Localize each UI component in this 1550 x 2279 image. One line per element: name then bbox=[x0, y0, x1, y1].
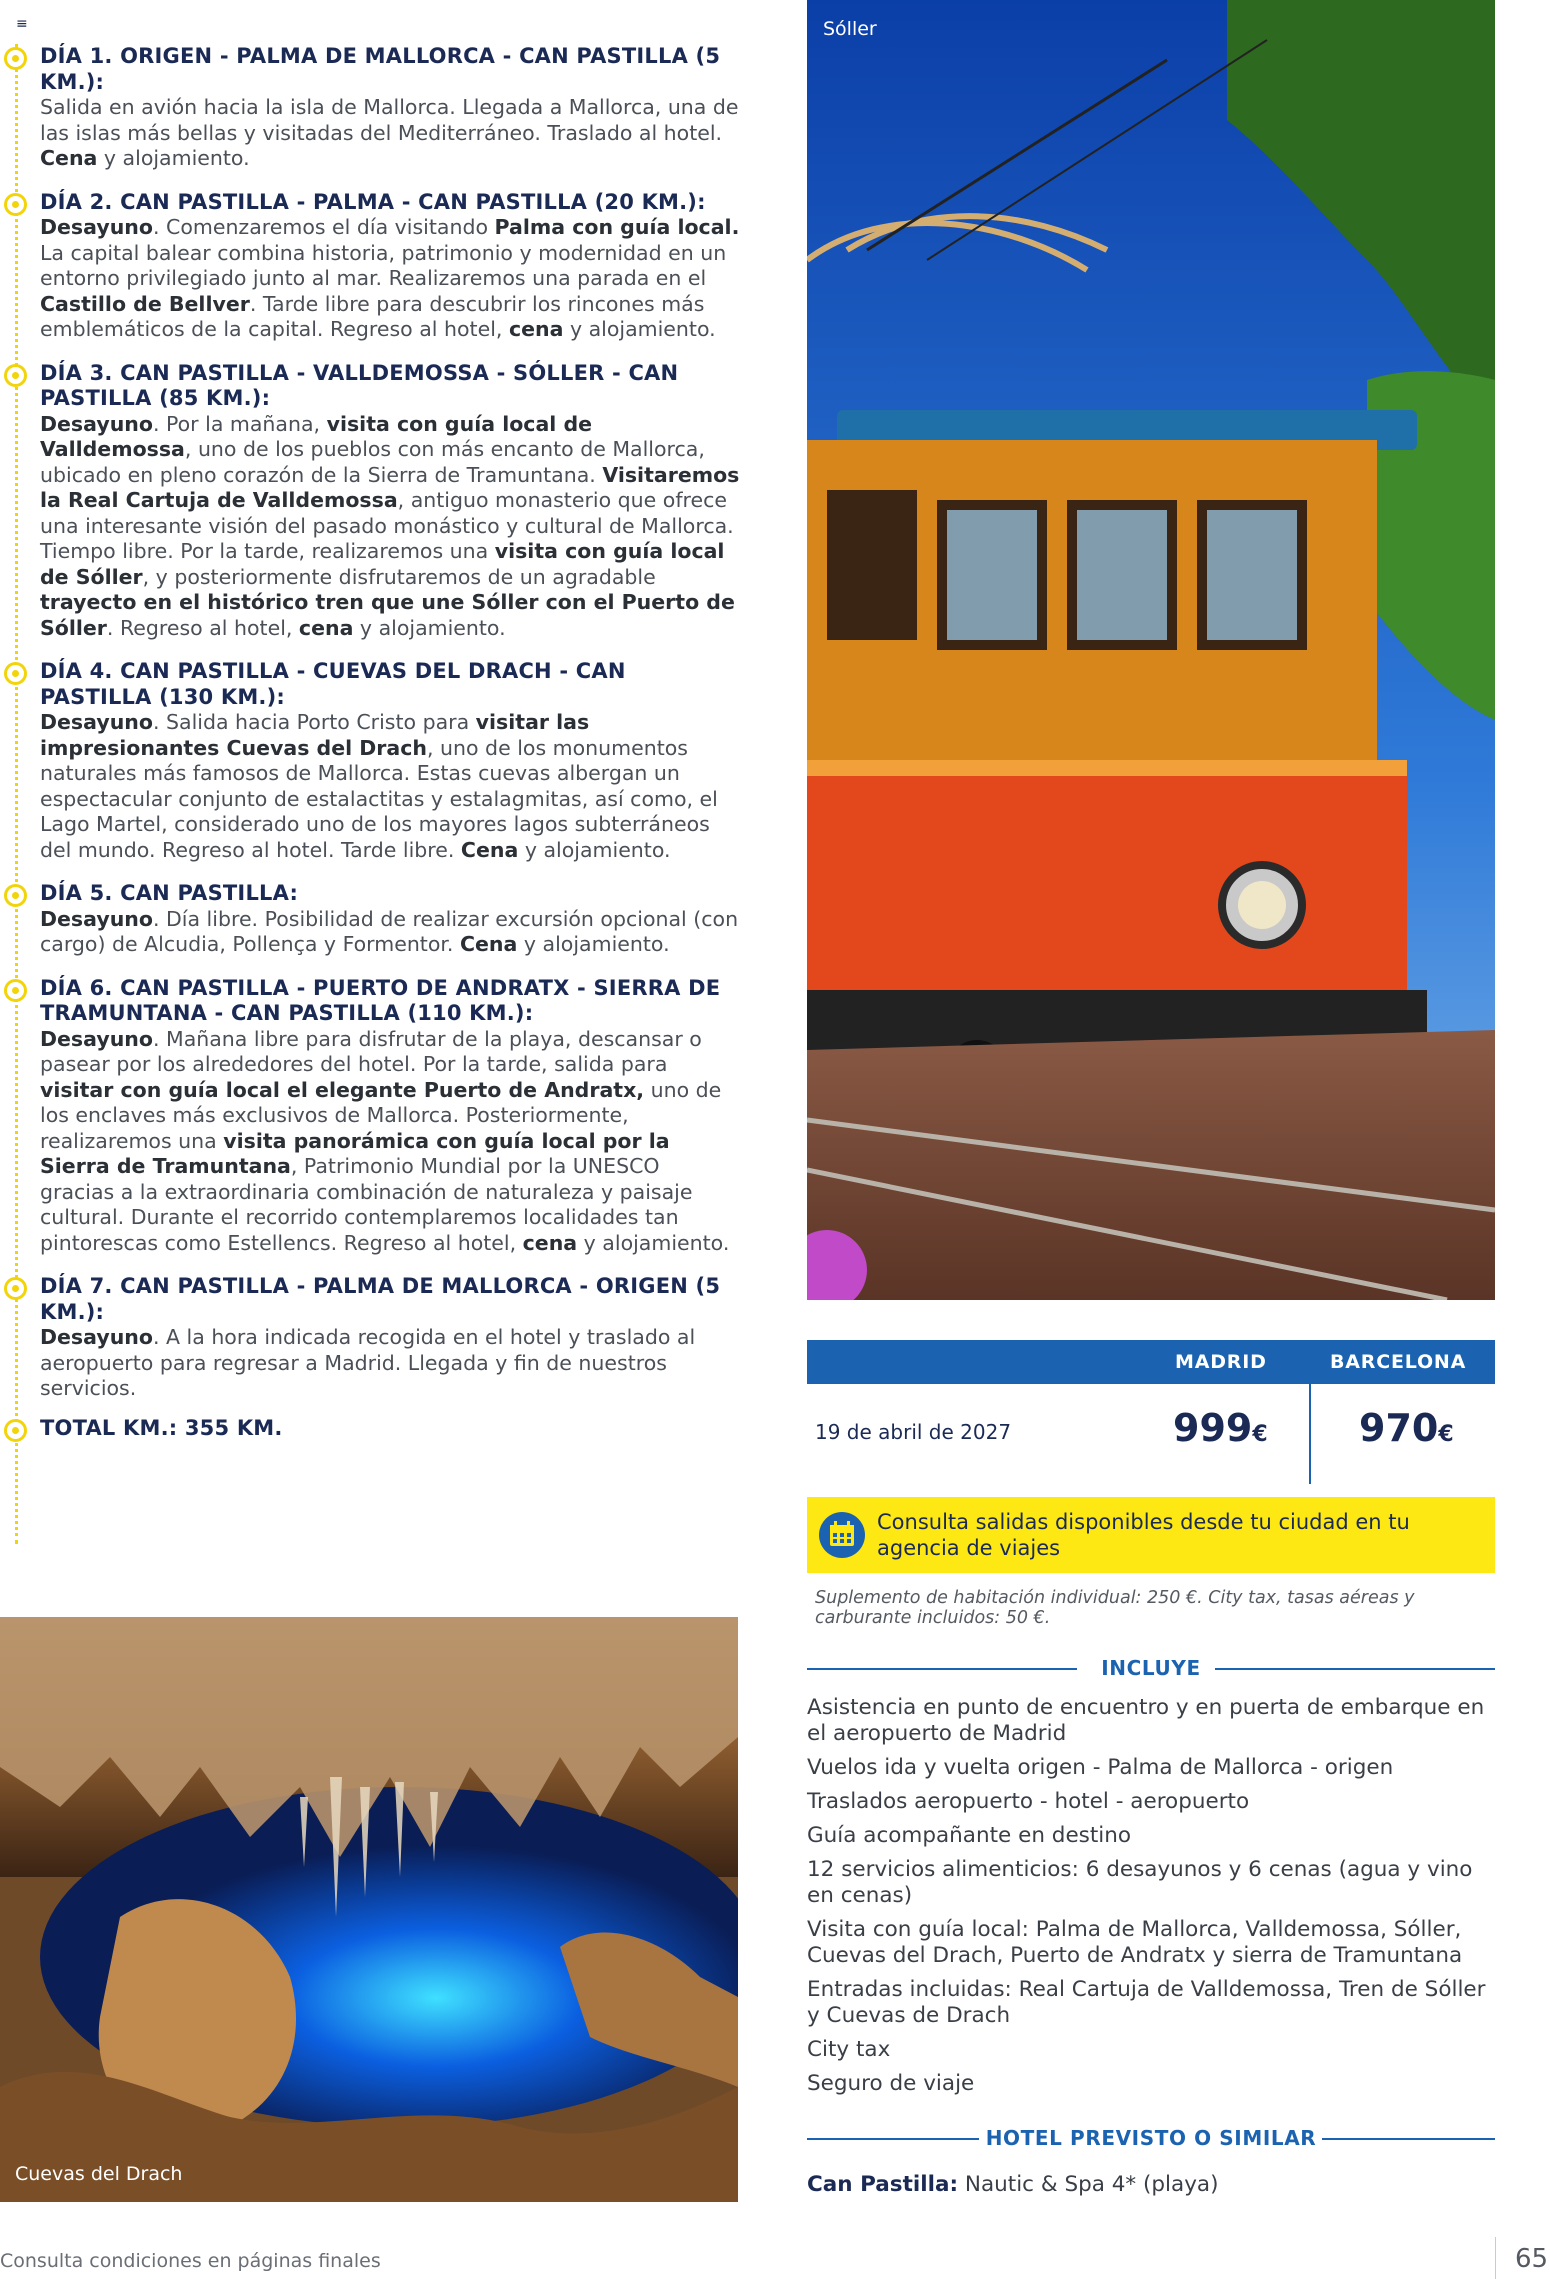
cave-photo bbox=[0, 1617, 738, 2202]
highlight-text: Cena bbox=[459, 932, 518, 956]
day-title: DÍA 2. CAN PASTILLA - PALMA - CAN PASTILLA (20 KM.): bbox=[40, 189, 706, 214]
footer-note: Consulta condiciones en páginas finales bbox=[0, 2250, 381, 2272]
total-km bbox=[0, 1416, 740, 1442]
description-text: . Comenzaremos el día visitando bbox=[152, 215, 495, 239]
highlight-text: visita panorámica con guía local por la Sierra de Tramuntana bbox=[40, 1128, 670, 1178]
hotel-heading bbox=[807, 2124, 1495, 2154]
itinerary-day bbox=[0, 361, 740, 642]
day-description bbox=[40, 412, 740, 642]
price-table-header bbox=[807, 1340, 1495, 1384]
tram-illustration bbox=[807, 0, 1495, 1300]
day-title: DÍA 1. ORIGEN - PALMA DE MALLORCA - CAN PASTILLA (5 KM.): bbox=[40, 44, 721, 94]
day-title: DÍA 5. CAN PASTILLA: bbox=[40, 881, 299, 905]
day-title: DÍA 4. CAN PASTILLA - CUEVAS DEL DRACH - CAN PASTILLA (130 KM.): bbox=[40, 659, 626, 709]
itinerary-day bbox=[0, 1274, 740, 1402]
cave-caption: Cuevas del Drach bbox=[15, 2163, 183, 2185]
hotel-value: Nautic & Spa 4* (playa) bbox=[958, 2172, 1219, 2197]
bullet-icon bbox=[4, 884, 27, 907]
day-list bbox=[0, 44, 740, 1459]
day-description bbox=[40, 95, 740, 172]
includes-list bbox=[807, 1695, 1495, 2105]
page-number-separator bbox=[1495, 2237, 1496, 2279]
description-text: , uno de los monumentos naturales más famosos de Mallorca. Estas cuevas albergan un espectacular conjunto de estalactitas y estalagmitas, así como, el Lago Martel, considerado uno de los mayores lagos subterráneos del mundo. Regreso al hotel. Tarde libre. bbox=[40, 735, 718, 862]
highlight-text: trayecto en el histórico tren que une Sóller con el Puerto de Sóller bbox=[40, 590, 735, 640]
description-text: . Por la mañana, bbox=[152, 411, 327, 436]
description-text: uno de los enclaves más exclusivos de Mallorca. Posteriormente, realizaremos una bbox=[40, 1077, 722, 1153]
description-text: . A la hora indicada recogida en el hotel y traslado al aeropuerto para regresar a Madrid. Llegada y fin de nuestros servicios. bbox=[40, 1325, 696, 1400]
departures-notice bbox=[807, 1497, 1495, 1573]
bullet-icon bbox=[4, 47, 27, 70]
highlight-text: Desayuno bbox=[40, 1026, 153, 1051]
highlight-text: Castillo de Bellver bbox=[40, 291, 250, 316]
highlight-text: Desayuno bbox=[40, 710, 153, 734]
includes-item: Visita con guía local: Palma de Mallorca, Valldemossa, Sóller, Cuevas del Drach, Puerto de Andratx y sierra de Tramuntana bbox=[807, 1917, 1463, 1968]
day-description bbox=[40, 215, 740, 343]
highlight-text: Desayuno bbox=[40, 1325, 153, 1349]
highlight-text: Desayuno bbox=[40, 411, 153, 436]
itinerary-day bbox=[0, 190, 740, 343]
includes-item: Entradas incluidas: Real Cartuja de Valldemossa, Tren de Sóller y Cuevas de Drach bbox=[807, 1977, 1486, 2028]
description-text: , antiguo monasterio que ofrece una interesante visión del pasado monástico y cultural de Mallorca. Tiempo libre. Por la tarde, realizaremos una bbox=[40, 488, 734, 563]
bullet-icon bbox=[4, 662, 27, 685]
day-description bbox=[40, 1325, 740, 1402]
description-text: . Salida hacia Porto Cristo para bbox=[152, 710, 476, 734]
highlight-text: cena bbox=[298, 615, 354, 640]
notice-text: Consulta salidas disponibles desde tu ciudad en tu agencia de viajes bbox=[877, 1510, 1410, 1560]
highlight-text: cena bbox=[508, 317, 564, 341]
description-text: y alojamiento. bbox=[517, 932, 670, 956]
description-text: . Mañana libre para disfrutar de la playa, descansar o pasear por los alrededores del hotel. Por la tarde, salida para bbox=[40, 1026, 702, 1076]
description-text: y alojamiento. bbox=[518, 837, 671, 862]
price-row bbox=[807, 1384, 1495, 1484]
bullet-icon bbox=[4, 193, 27, 216]
description-text: Salida en avión hacia la isla de Mallorca. Llegada a Mallorca, una de las islas más bellas y visitadas del Mediterráneo. Traslado al hotel. bbox=[40, 95, 739, 145]
description-text: . Tarde libre para descubrir los rincones más emblemáticos de la capital. Regreso al hotel, bbox=[40, 291, 705, 341]
page-number: 65 bbox=[1515, 2244, 1549, 2274]
column-madrid: MADRID bbox=[1175, 1351, 1267, 1373]
includes-heading bbox=[807, 1654, 1495, 1684]
description-text: , y posteriormente disfrutaremos de un agradable bbox=[142, 564, 656, 589]
includes-item: 12 servicios alimenticios: 6 desayunos y 6 cenas (agua y vino en cenas) bbox=[807, 1857, 1473, 1908]
tram-caption: Sóller bbox=[823, 18, 877, 40]
highlight-text: Cena bbox=[460, 837, 519, 862]
description-text: . Día libre. Posibilidad de realizar excursión opcional (con cargo) de Alcudia, Pollença y Formentor. bbox=[40, 906, 739, 956]
day-title: DÍA 7. CAN PASTILLA - PALMA DE MALLORCA - ORIGEN (5 KM.): bbox=[40, 1274, 721, 1324]
highlight-text: Palma con guía local. bbox=[494, 215, 740, 239]
tram-photo bbox=[807, 0, 1495, 1300]
day-title: DÍA 6. CAN PASTILLA - PUERTO DE ANDRATX - SIERRA DE TRAMUNTANA - CAN PASTILLA (110 KM.): bbox=[40, 975, 721, 1025]
description-text: , uno de los pueblos con más encanto de Mallorca, ubicado en pleno corazón de la Sierra de Tramuntana. bbox=[40, 437, 705, 487]
calendar-icon bbox=[819, 1512, 865, 1558]
column-barcelona: BARCELONA bbox=[1330, 1351, 1467, 1373]
includes-title: INCLUYE bbox=[1101, 1656, 1201, 1680]
supplement-note: Suplemento de habitación individual: 250 €. City tax, tasas aéreas y carburante incluidos: 50 €. bbox=[815, 1588, 1415, 1628]
description-text: y alojamiento. bbox=[97, 146, 250, 170]
highlight-text: visita con guía local de Sóller bbox=[40, 539, 725, 589]
hotel-line bbox=[807, 2172, 1218, 2197]
bullet-icon bbox=[4, 1277, 27, 1300]
hotel-label: Can Pastilla: bbox=[807, 2172, 959, 2197]
includes-item: Vuelos ida y vuelta origen - Palma de Mallorca - origen bbox=[807, 1755, 1394, 1780]
price-divider bbox=[1309, 1384, 1311, 1484]
highlight-text: visita con guía local de Valldemossa bbox=[40, 411, 593, 461]
includes-item: City tax bbox=[807, 2037, 891, 2062]
bullet-icon bbox=[4, 364, 27, 387]
price-table bbox=[807, 1340, 1495, 1484]
description-text: y alojamiento. bbox=[353, 615, 506, 640]
hotel-title: HOTEL PREVISTO O SIMILAR bbox=[985, 2126, 1317, 2150]
itinerary-day bbox=[0, 976, 740, 1257]
description-text: y alojamiento. bbox=[563, 317, 716, 341]
includes-item: Seguro de viaje bbox=[807, 2071, 975, 2096]
highlight-text: cena bbox=[522, 1230, 578, 1255]
highlight-text: Desayuno bbox=[40, 906, 153, 931]
description-text: La capital balear combina historia, patrimonio y modernidad en un entorno privilegiado junto al mar. Realizaremos una parada en el bbox=[40, 240, 727, 290]
highlight-text: visitar con guía local el elegante Puerto de Andratx, bbox=[40, 1077, 645, 1102]
departure-date: 19 de abril de 2027 bbox=[815, 1420, 1012, 1444]
price-barcelona: 970€ bbox=[1359, 1406, 1454, 1450]
total-km-text: TOTAL KM.: 355 KM. bbox=[40, 1415, 283, 1440]
bullet-icon bbox=[4, 1419, 27, 1442]
includes-item: Traslados aeropuerto - hotel - aeropuerto bbox=[807, 1789, 1250, 1814]
highlight-text: Cena bbox=[40, 146, 98, 170]
cave-illustration bbox=[0, 1617, 738, 2202]
day-title: DÍA 3. CAN PASTILLA - VALLDEMOSSA - SÓLLER - CAN PASTILLA (85 KM.): bbox=[40, 360, 679, 410]
price-madrid: 999€ bbox=[1173, 1406, 1268, 1450]
day-description bbox=[40, 710, 740, 863]
includes-item: Guía acompañante en destino bbox=[807, 1823, 1132, 1848]
menu-mark-icon: ≡ bbox=[16, 16, 28, 32]
description-text: y alojamiento. bbox=[577, 1230, 730, 1255]
day-description bbox=[40, 907, 740, 958]
highlight-text: Visitaremos la Real Cartuja de Valldemossa bbox=[40, 462, 740, 512]
includes-item: Asistencia en punto de encuentro y en puerta de embarque en el aeropuerto de Madrid bbox=[807, 1695, 1485, 1746]
itinerary-day bbox=[0, 881, 740, 958]
highlight-text: Desayuno bbox=[40, 215, 153, 239]
bullet-icon bbox=[4, 979, 27, 1002]
day-description bbox=[40, 1027, 740, 1257]
itinerary-day bbox=[0, 44, 740, 172]
description-text: , Patrimonio Mundial por la UNESCO gracias a la extraordinaria combinación de naturaleza y paisaje cultural. Durante el recorrido contemplaremos localidades tan pintorescas como Estellencs. Regreso al hotel, bbox=[40, 1154, 693, 1255]
highlight-text: visitar las impresionantes Cuevas del Drach bbox=[40, 710, 590, 760]
itinerary-day bbox=[0, 659, 740, 863]
description-text: . Regreso al hotel, bbox=[106, 615, 299, 640]
